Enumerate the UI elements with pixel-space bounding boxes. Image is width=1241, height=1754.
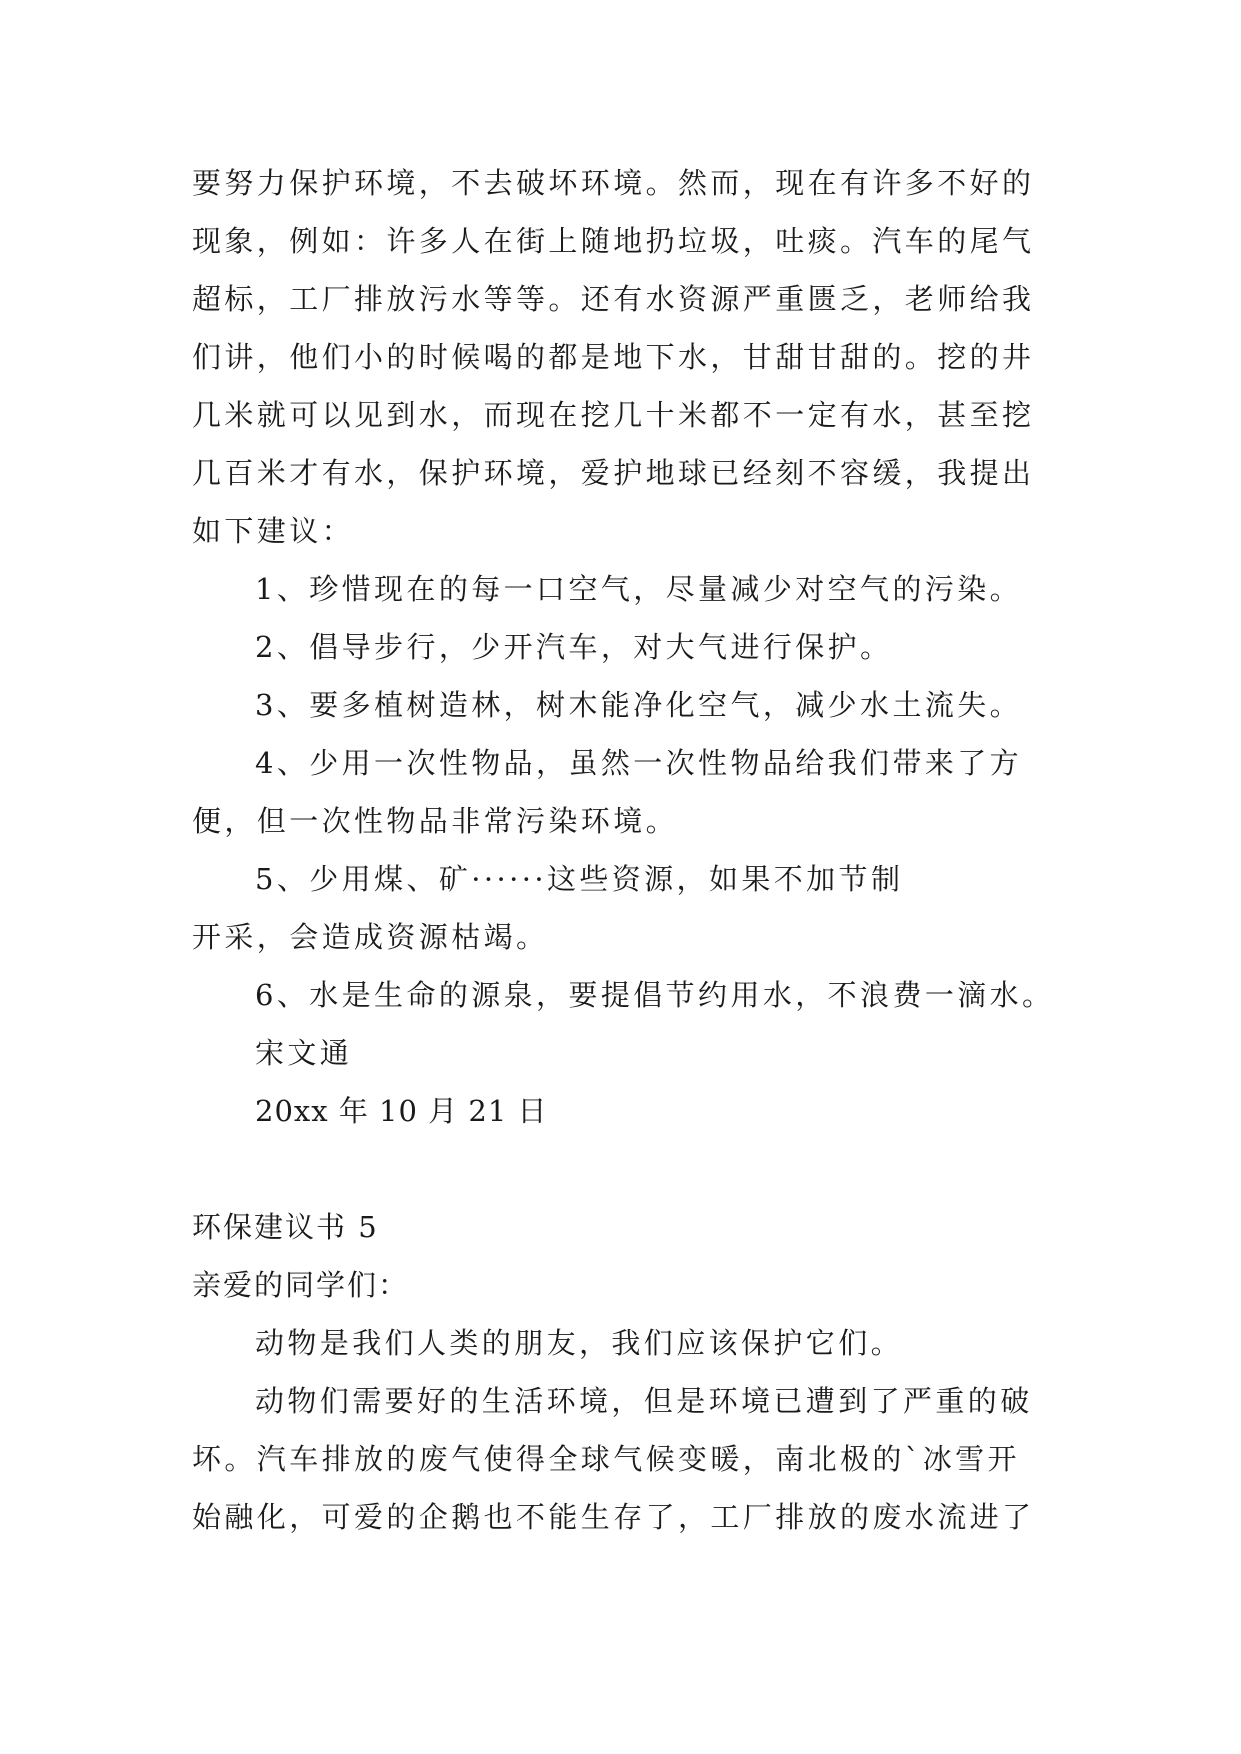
- greeting: 亲爱的同学们：: [192, 1268, 410, 1302]
- paragraph-2-line-2: 坏。汽车排放的废气使得全球气候变暖，南北极的`冰雪开: [192, 1442, 1020, 1476]
- paragraph-2-line-1: 动物们需要好的生活环境，但是环境已遭到了严重的破: [255, 1384, 1033, 1418]
- paragraph-2-line-3: 始融化，可爱的企鹅也不能生存了，工厂排放的废水流进了: [192, 1500, 1035, 1534]
- suggestion-item-2: 2、倡导步行，少开汽车，对大气进行保护。: [255, 630, 893, 664]
- intro-line-5: 几米就可以见到水，而现在挖几十米都不一定有水，甚至挖: [192, 398, 1035, 432]
- suggestion-item-5-line-1: 5、少用煤、矿······这些资源，如果不加节制: [255, 862, 904, 896]
- signature: 宋文通: [255, 1036, 353, 1070]
- intro-line-6: 几百米才有水，保护环境，爱护地球已经刻不容缓，我提出: [192, 456, 1035, 490]
- paragraph-1: 动物是我们人类的朋友，我们应该保护它们。: [255, 1326, 904, 1360]
- suggestion-item-5-line-2: 开采，会造成资源枯竭。: [192, 920, 549, 954]
- intro-line-7: 如下建议：: [192, 514, 355, 548]
- date: 20xx 年 10 月 21 日: [255, 1094, 548, 1128]
- intro-line-2: 现象，例如：许多人在街上随地扔垃圾，吐痰。汽车的尾气: [192, 224, 1035, 258]
- intro-line-1: 要努力保护环境，不去破坏环境。然而，现在有许多不好的: [192, 166, 1035, 200]
- intro-line-3: 超标，工厂排放污水等等。还有水资源严重匮乏，老师给我: [192, 282, 1035, 316]
- section-title: 环保建议书 5: [192, 1210, 379, 1244]
- suggestion-item-4-line-1: 4、少用一次性物品，虽然一次性物品给我们带来了方: [255, 746, 1023, 780]
- intro-line-4: 们讲，他们小的时候喝的都是地下水，甘甜甘甜的。挖的井: [192, 340, 1035, 374]
- suggestion-item-4-line-2: 便，但一次性物品非常污染环境。: [192, 804, 679, 838]
- suggestion-item-3: 3、要多植树造林，树木能净化空气，减少水土流失。: [255, 688, 1023, 722]
- suggestion-item-1: 1、珍惜现在的每一口空气，尽量减少对空气的污染。: [255, 572, 1023, 606]
- suggestion-item-6: 6、水是生命的源泉，要提倡节约用水，不浪费一滴水。: [255, 978, 1055, 1012]
